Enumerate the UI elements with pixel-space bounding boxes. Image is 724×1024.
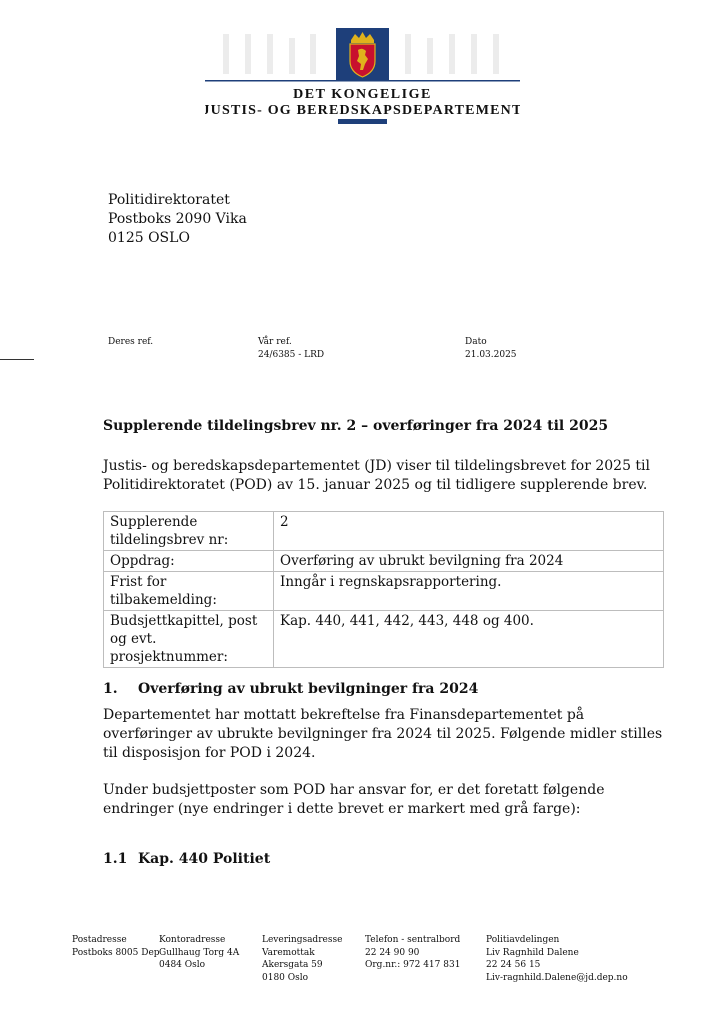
ref-label: Vår ref.	[258, 337, 292, 347]
footer-label: Postadresse	[72, 935, 127, 945]
table-row	[104, 512, 664, 551]
table-row	[104, 572, 664, 611]
section-paragraph: Departementet har mottatt bekreftelse fra Finansdepartementet på overføringer av ubrukte bevilgninger fra 2024 til 2025. Følgende midler stilles til disposisjon for POD i 2024.	[103, 707, 663, 761]
table-value: Inngår i regnskapsrapportering.	[274, 572, 664, 611]
footer-line: Postboks 8005 Dep	[72, 947, 160, 958]
recipient-line: 0125 OSLO	[108, 230, 190, 246]
section-number: 1.	[103, 681, 118, 697]
section-title: Overføring av ubrukt bevilgninger fra 2024	[138, 681, 479, 697]
footer-line: 0484 Oslo	[159, 960, 206, 970]
footer-line: Varemottak	[262, 947, 315, 958]
table-value: 2	[274, 512, 664, 551]
footer-line: 22 24 90 90	[365, 947, 420, 958]
footer-label: Telefon - sentralbord	[365, 935, 461, 945]
letterhead-rule	[205, 80, 520, 82]
section-heading	[103, 681, 478, 697]
subsection-title: Kap. 440 Politiet	[138, 851, 271, 867]
table-key: Supplerende tildelingsbrev nr:	[104, 512, 274, 551]
subsection-heading	[103, 851, 270, 867]
footer-label: Kontoradresse	[159, 935, 226, 945]
table-row	[104, 551, 664, 572]
footer-email: Liv-ragnhild.Dalene@jd.dep.no	[486, 972, 628, 983]
footer-delivery	[262, 934, 342, 984]
footer-line: Akersgata 59	[262, 960, 323, 970]
ref-theirs	[108, 336, 153, 349]
footer-line: 0180 Oslo	[262, 972, 309, 983]
ref-label: Dato	[465, 337, 487, 347]
ref-label: Deres ref.	[108, 337, 154, 347]
section-paragraph: Under budsjettposter som POD har ansvar for, er det foretatt følgende endringer (nye endringer i dette brevet er markert med grå farge):	[103, 782, 605, 817]
table-row	[104, 611, 664, 668]
footer-line: Org.nr.: 972 417 831	[365, 960, 461, 970]
footer-department	[486, 934, 628, 984]
footer-line: 22 24 56 15	[486, 960, 541, 970]
ref-value: 21.03.2025	[465, 350, 517, 360]
footer-label: Politiavdelingen	[486, 935, 560, 945]
letterhead-graphic	[205, 28, 520, 128]
table-key: Oppdrag:	[104, 551, 274, 572]
footer-phone	[365, 934, 460, 972]
ref-value: 24/6385 - LRD	[258, 350, 325, 360]
letterhead-bar	[338, 119, 387, 124]
fold-mark	[0, 359, 34, 360]
recipient-line: Politidirektoratet	[108, 192, 230, 208]
table-key: Budsjettkapittel, post og evt. prosjektnummer:	[104, 611, 274, 668]
letterhead-line1: DET KONGELIGE	[293, 87, 432, 102]
footer-office	[159, 934, 239, 972]
subsection-number: 1.1	[103, 851, 128, 867]
intro-paragraph: Justis- og beredskapsdepartementet (JD) viser til tildelingsbrevet for 2025 til Politidirektoratet (POD) av 15. januar 2025 og til tidligere supplerende brev.	[103, 458, 651, 493]
letterhead	[205, 28, 520, 128]
footer-postal	[72, 934, 160, 959]
footer-line: Liv Ragnhild Dalene	[486, 947, 579, 958]
table-value: Overføring av ubrukt bevilgning fra 2024	[274, 551, 664, 572]
letter-subject: Supplerende tildelingsbrev nr. 2 – overføringer fra 2024 til 2025	[103, 418, 609, 434]
recipient-address	[108, 191, 247, 248]
table-key: Frist for tilbakemelding:	[104, 572, 274, 611]
recipient-line: Postboks 2090 Vika	[108, 211, 247, 227]
footer-line: Gullhaug Torg 4A	[159, 947, 240, 958]
ref-date	[465, 336, 517, 362]
assignment-table	[103, 511, 664, 668]
letterhead-line2: JUSTIS- OG BEREDSKAPSDEPARTEMENT	[205, 103, 520, 118]
table-value: Kap. 440, 441, 442, 443, 448 og 400.	[274, 611, 664, 668]
ref-ours	[258, 336, 324, 362]
footer-label: Leveringsadresse	[262, 935, 343, 945]
